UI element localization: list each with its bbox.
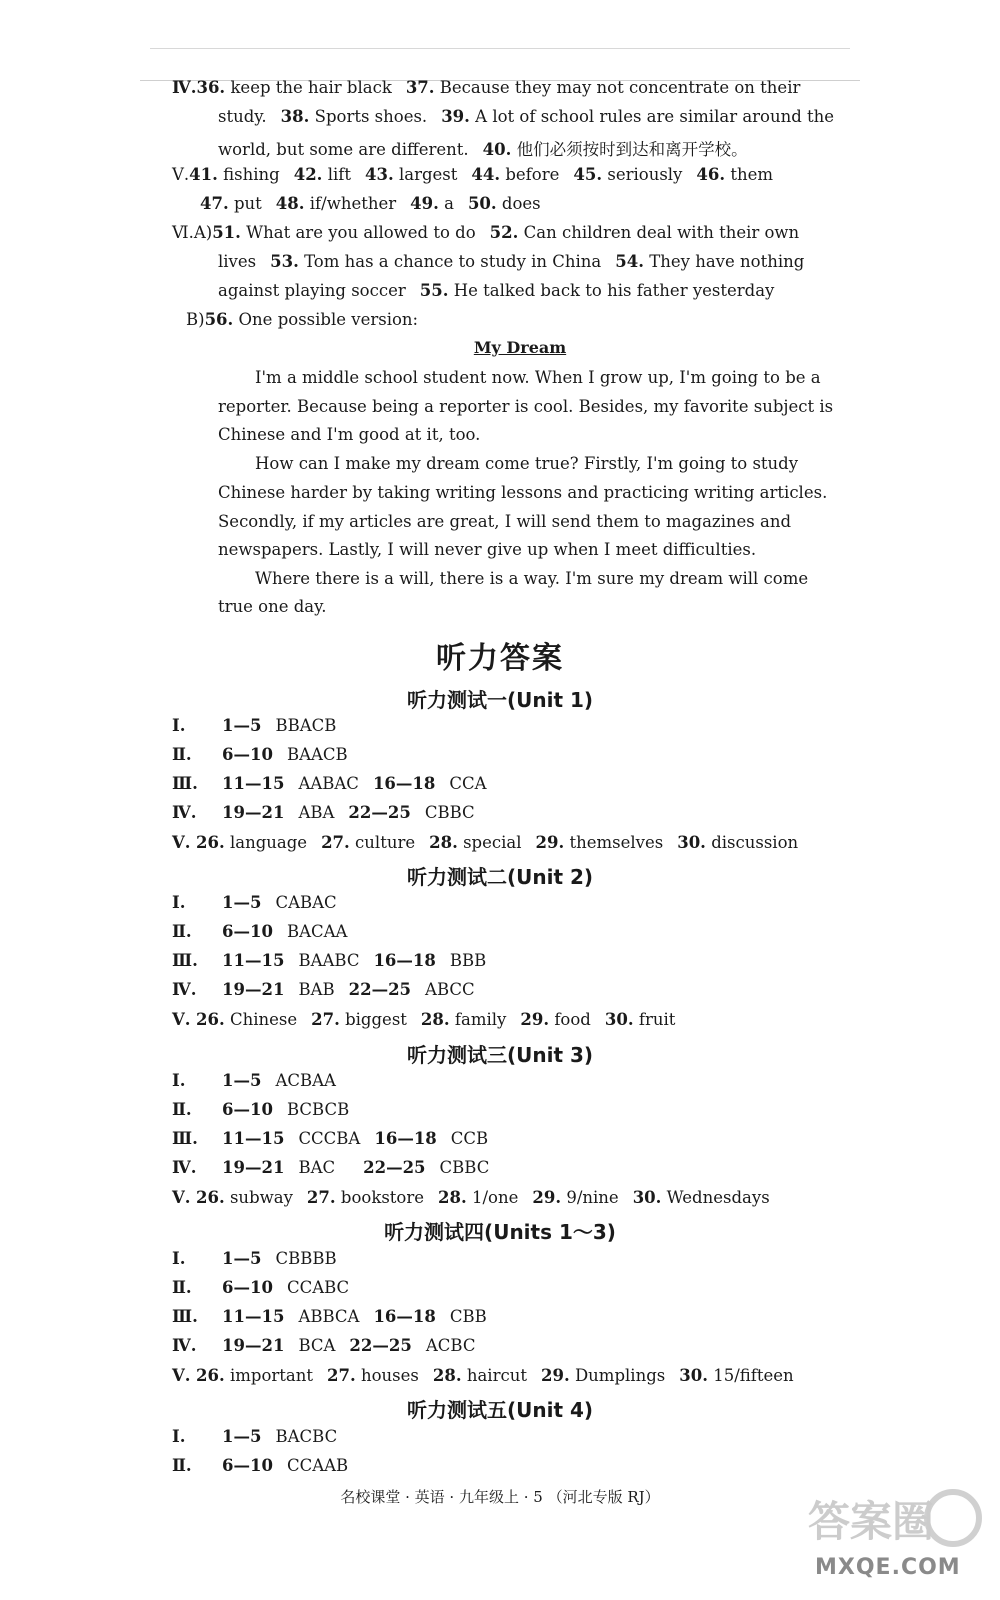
essay-line: How can I make my dream come true? Firstly, I'm going to study [255, 454, 799, 473]
watermark-text: MXQE.COM [815, 1555, 961, 1580]
essay-line: true one day. [218, 597, 327, 616]
answer-row: Ⅱ. 6—10 BCBCB [172, 1100, 350, 1119]
answer-row: Ⅴ. 26. Chinese 27. biggest 28. family 29. food 30. fruit [172, 1010, 676, 1029]
essay-line: newspapers. Lastly, I will never give up when I meet difficulties. [218, 540, 757, 559]
test-title: 听力测试五(Unit 4) [406, 1398, 594, 1422]
answer-row: Ⅴ. 26. subway 27. bookstore 28. 1/one 29. 9/nine 30. Wednesdays [172, 1188, 770, 1207]
page-footer: 名校课堂 · 英语 · 九年级上 · 5 （河北专版 RJ） [340, 1488, 660, 1506]
test-title: 听力测试一(Unit 1) [406, 688, 594, 712]
answer-row: Ⅳ. 19—21 BCA 22—25 ACBC [172, 1336, 476, 1355]
answer-row: Ⅴ. 26. language 27. culture 28. special 29. themselves 30. discussion [172, 833, 799, 852]
section-5-line-1: Ⅴ.41. fishing 42. lift 43. largest 44. before 45. seriously 46. them [172, 165, 774, 184]
answer-row: Ⅲ. 11—15 ABBCA 16—18 CBB [172, 1307, 487, 1326]
test-title: 听力测试三(Unit 3) [406, 1043, 594, 1067]
answer-row: Ⅰ. 1—5 CBBBB [172, 1249, 337, 1268]
essay-line: Where there is a will, there is a way. I'm sure my dream will come [255, 569, 809, 588]
answer-row: Ⅰ. 1—5 BBACB [172, 716, 337, 735]
answer-row: Ⅰ. 1—5 ACBAA [172, 1071, 336, 1090]
answer-row: Ⅲ. 11—15 BAABC 16—18 BBB [172, 951, 487, 970]
section-6-part-b: B)56. One possible version: [186, 310, 419, 329]
test-title: 听力测试二(Unit 2) [406, 865, 594, 889]
answer-row: Ⅰ. 1—5 BACBC [172, 1427, 338, 1446]
essay-line: Secondly, if my articles are great, I will send them to magazines and [218, 512, 792, 531]
answer-row: Ⅴ. 26. important 27. houses 28. haircut 29. Dumplings 30. 15/fifteen [172, 1366, 794, 1385]
section-4-line-1: Ⅳ.36. keep the hair black 37. Because they may not concentrate on their [172, 78, 801, 97]
test-title: 听力测试四(Units 1～3) [384, 1220, 616, 1244]
essay-line: Chinese and I'm good at it, too. [218, 425, 481, 444]
answer-row: Ⅰ. 1—5 CABAC [172, 893, 337, 912]
essay-line: Chinese harder by taking writing lessons and practicing writing articles. [218, 483, 828, 502]
answer-row: Ⅳ. 19—21 BAB 22—25 ABCC [172, 980, 475, 999]
answer-row: Ⅱ. 6—10 CCABC [172, 1278, 350, 1297]
section-6-line-3: against playing soccer 55. He talked back to his father yesterday [218, 281, 775, 300]
answer-row: Ⅱ. 6—10 BAACB [172, 745, 348, 764]
section-4-line-3: world, but some are different. 40. 他们必须按时到达和离开学校。 [218, 140, 748, 159]
section-6-line-2: lives 53. Tom has a chance to study in China 54. They have nothing [218, 252, 805, 271]
answer-row: Ⅲ. 11—15 CCCBA 16—18 CCB [172, 1129, 489, 1148]
essay-line: I'm a middle school student now. When I grow up, I'm going to be a [255, 368, 821, 387]
answer-row: Ⅳ. 19—21 BAC 22—25 CBBC [172, 1158, 490, 1177]
watermark-glyphs: 答案圈 [808, 1497, 935, 1546]
top-rule [150, 48, 850, 49]
section-4-line-2: study. 38. Sports shoes. 39. A lot of school rules are similar around the [218, 107, 835, 126]
listening-answers-title: 听力答案 [436, 641, 564, 676]
answer-row: Ⅱ. 6—10 CCAAB [172, 1456, 349, 1475]
answer-row: Ⅳ. 19—21 ABA 22—25 CBBC [172, 803, 475, 822]
section-6-line-1: Ⅵ.A)51. What are you allowed to do 52. Can children deal with their own [172, 223, 800, 242]
section-5-line-2: 47. put 48. if/whether 49. a 50. does [200, 194, 541, 213]
essay-title: My Dream [473, 338, 567, 357]
essay-line: reporter. Because being a reporter is cool. Besides, my favorite subject is [218, 397, 834, 416]
answer-row: Ⅲ. 11—15 AABAC 16—18 CCA [172, 774, 487, 793]
answer-row: Ⅱ. 6—10 BACAA [172, 922, 348, 941]
